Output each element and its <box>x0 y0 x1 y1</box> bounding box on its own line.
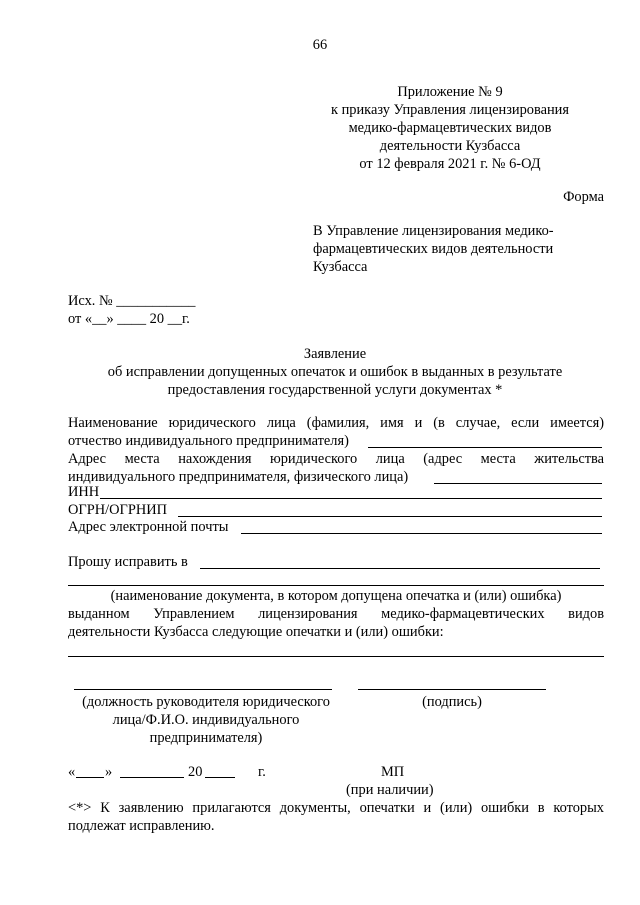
signature-caption: (подпись) <box>422 694 482 710</box>
name-label-line1: Наименование юридического лица (фамилия, имя и (в случае, если имеется) <box>68 415 604 431</box>
document-name-line <box>68 585 604 586</box>
footnote-line1: <*> К заявлению прилагаются документы, опечатки и (или) ошибки в которых <box>68 800 604 816</box>
name-label-line2: отчество индивидуального предпринимателя) <box>68 433 349 449</box>
ogrn-input-line <box>178 516 602 517</box>
appendix-line: к приказу Управления лицензирования <box>331 102 569 118</box>
position-caption-line1: (должность руководителя юридического <box>82 694 330 710</box>
position-caption-line3: предпринимателя) <box>149 730 263 746</box>
name-input-line <box>368 447 602 448</box>
appendix-line: Приложение № 9 <box>397 84 503 100</box>
address-label-line1: Адрес места нахождения юридического лица (адрес места жительства <box>68 451 604 467</box>
ogrn-label: ОГРН/ОГРНИП <box>68 502 167 518</box>
date-day-line <box>76 777 104 778</box>
addressee-line: Кузбасса <box>313 259 368 275</box>
issued-line2: деятельности Кузбасса следующие опечатки и (или) ошибки: <box>68 624 444 640</box>
outgoing-number: Исх. № ___________ <box>68 293 196 309</box>
date-close-quote: » <box>105 764 113 780</box>
addressee-line: В Управление лицензирования медико- <box>313 223 554 239</box>
inn-input-line <box>100 498 602 499</box>
email-label: Адрес электронной почты <box>68 519 229 535</box>
issued-line1: выданном Управлением лицензирования медико-фармацевтических видов <box>68 606 604 622</box>
stamp-note: (при наличии) <box>346 782 434 798</box>
request-input-line <box>200 568 600 569</box>
appendix-line: от 12 февраля 2021 г. № 6-ОД <box>359 156 541 172</box>
form-label: Форма <box>563 189 604 205</box>
footnote-line2: подлежат исправлению. <box>68 818 215 834</box>
title-line: об исправлении допущенных опечаток и ошибок в выданных в результате <box>107 364 563 380</box>
page-number: 66 <box>312 37 328 53</box>
addressee-line: фармацевтических видов деятельности <box>313 241 554 257</box>
title-line: Заявление <box>303 346 367 362</box>
document-name-caption: (наименование документа, в котором допущена опечатка и (или) ошибка) <box>110 588 562 604</box>
outgoing-date: от «__» ____ 20 __г. <box>68 311 190 327</box>
position-caption-line2: лица/Ф.И.О. индивидуального <box>112 712 300 728</box>
request-label: Прошу исправить в <box>68 554 188 570</box>
date-year-line <box>205 777 235 778</box>
appendix-line: медико-фармацевтических видов <box>348 120 552 136</box>
position-line <box>74 689 332 690</box>
date-month-line <box>120 777 184 778</box>
date-g: г. <box>258 764 266 780</box>
date-year: 20 <box>188 764 203 780</box>
address-input-line <box>434 483 602 484</box>
signature-line <box>358 689 546 690</box>
stamp-label: МП <box>381 764 405 780</box>
address-label-line2: индивидуального предпринимателя, физического лица) <box>68 469 409 485</box>
errors-input-line <box>68 656 604 657</box>
inn-label: ИНН <box>68 484 100 500</box>
email-input-line <box>241 533 602 534</box>
appendix-line: деятельности Кузбасса <box>379 138 521 154</box>
date-open-quote: « <box>68 764 76 780</box>
title-line: предоставления государственной услуги документах * <box>167 382 503 398</box>
